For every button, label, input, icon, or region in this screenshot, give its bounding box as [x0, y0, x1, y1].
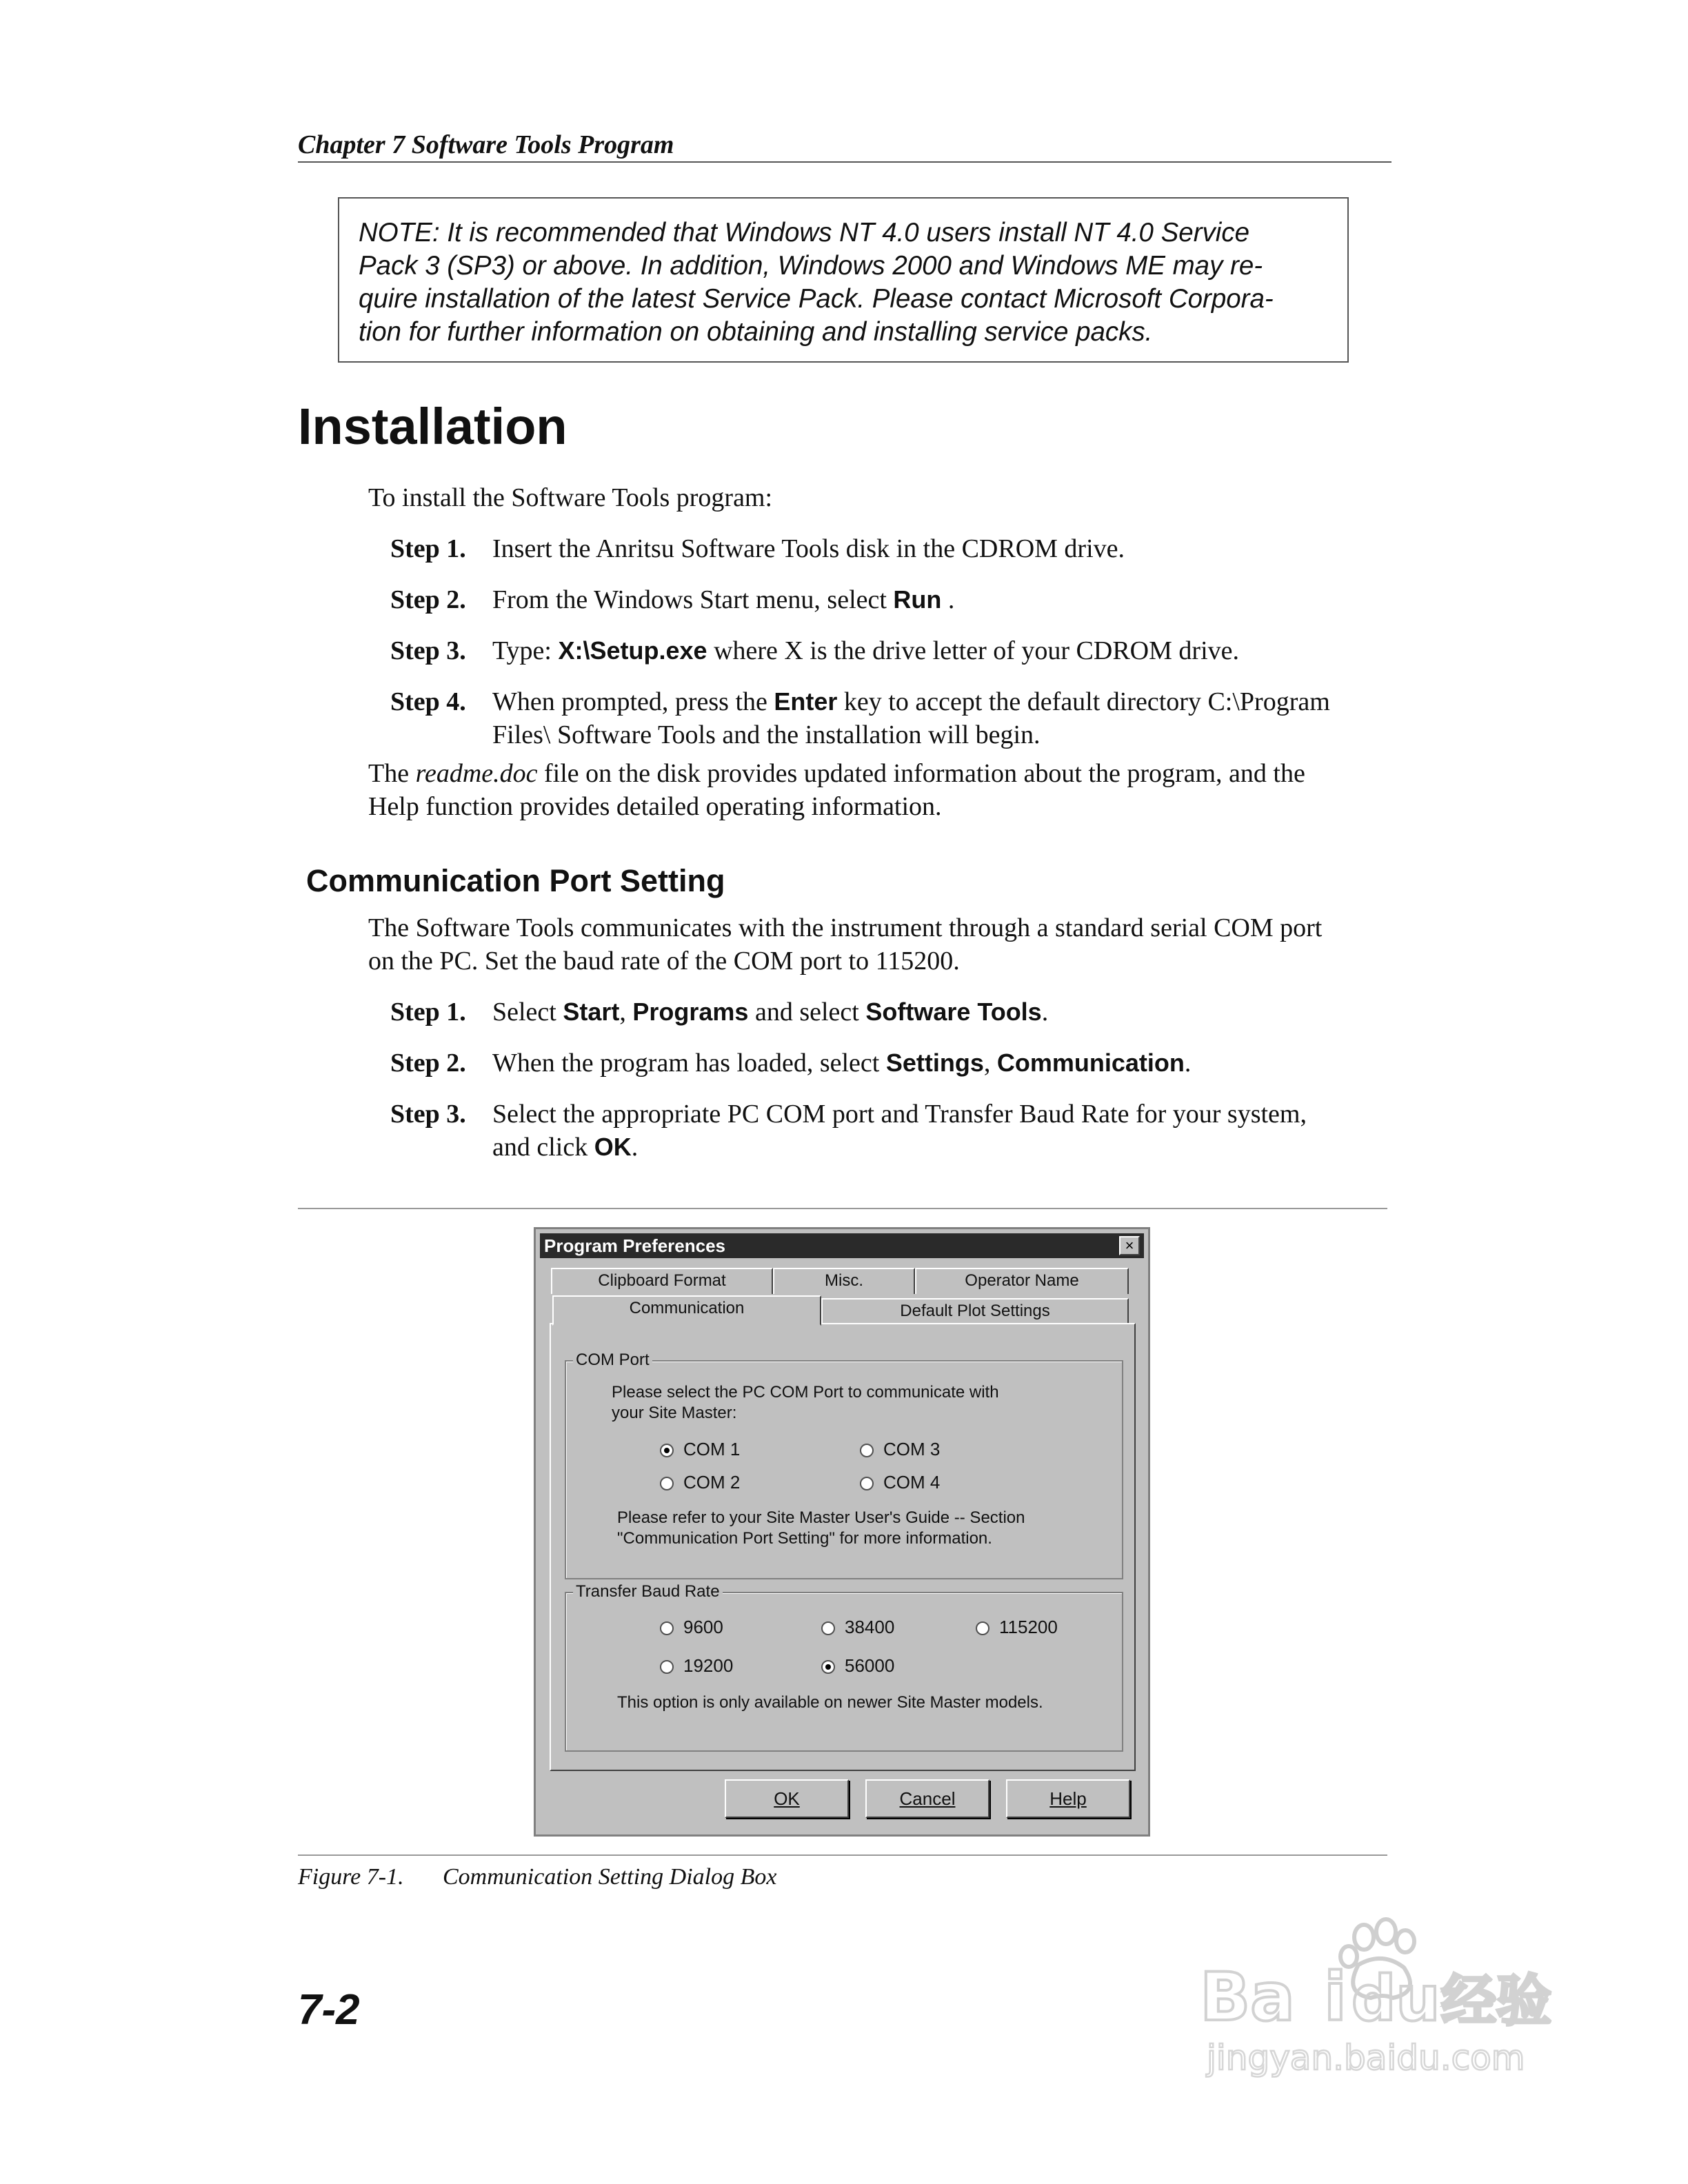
bold-term: X:\Setup.exe — [558, 636, 707, 665]
figure-number: Figure 7-1. — [298, 1864, 404, 1890]
radio-label: COM 2 — [683, 1472, 741, 1493]
help-button[interactable]: Help — [1006, 1779, 1130, 1818]
tab-operator-name[interactable]: Operator Name — [915, 1268, 1129, 1294]
svg-text:jingyan.baidu.com: jingyan.baidu.com — [1207, 2038, 1525, 2078]
radio-icon — [660, 1477, 674, 1490]
radio-icon — [976, 1621, 989, 1635]
baud-rate-legend: Transfer Baud Rate — [573, 1582, 723, 1601]
baidu-watermark-logo — [1186, 1917, 1572, 2082]
chapter-header: Chapter 7 Software Tools Program — [298, 130, 674, 159]
radio-label: COM 4 — [883, 1472, 941, 1493]
tab-clipboard-format[interactable]: Clipboard Format — [551, 1268, 773, 1294]
page-number: 7-2 — [298, 1986, 360, 2034]
radio-icon — [660, 1660, 674, 1674]
text-span: Help function provides detailed operating information. — [368, 792, 942, 821]
bold-term: Programs — [632, 998, 749, 1026]
radio-com-4[interactable] — [860, 1472, 940, 1493]
text-span: When prompted, press the — [492, 687, 774, 716]
radio-icon — [660, 1621, 674, 1635]
text-span: your Site Master: — [612, 1404, 737, 1422]
text-span: . — [1041, 998, 1049, 1027]
step-label: Step 2. — [390, 1049, 466, 1078]
com-port-note — [617, 1508, 1025, 1549]
program-preferences-dialog — [534, 1227, 1150, 1837]
step-label: Step 3. — [390, 636, 466, 665]
readme-paragraph — [368, 757, 1389, 823]
tab-default-plot-settings[interactable]: Default Plot Settings — [821, 1298, 1129, 1324]
comm-heading: Communication Port Setting — [306, 863, 725, 898]
text-span: . — [631, 1133, 639, 1162]
radio-com-3[interactable] — [860, 1439, 940, 1459]
baud-rate-note: This option is only available on newer Site Master models. — [617, 1693, 1043, 1712]
radio-label: 9600 — [683, 1617, 723, 1637]
note-box — [338, 197, 1349, 363]
svg-text:du: du — [1352, 1963, 1440, 2035]
bold-term: Run — [893, 585, 942, 614]
tab-communication[interactable]: Communication — [552, 1295, 821, 1326]
text-span: "Communication Port Setting" for more information. — [617, 1529, 992, 1548]
step-text — [492, 685, 1389, 751]
figure-rule-bottom — [298, 1854, 1387, 1856]
bold-term: Enter — [774, 687, 838, 716]
svg-text:Ba: Ba — [1200, 1959, 1295, 2036]
step-label: Step 3. — [390, 1100, 466, 1129]
radio-icon — [860, 1444, 874, 1457]
step-text — [492, 1046, 1389, 1080]
text-span: on the PC. Set the baud rate of the COM port to 115200. — [368, 947, 960, 975]
figure-rule-top — [298, 1208, 1387, 1209]
radio-label: 38400 — [845, 1617, 895, 1637]
step-text — [492, 634, 1389, 667]
installation-heading: Installation — [298, 398, 567, 455]
step-text — [492, 583, 1389, 616]
text-span: , — [983, 1049, 997, 1078]
text-span: From the Windows Start menu, select — [492, 585, 894, 614]
note-line: NOTE: It is recommended that Windows NT 4.0 users install NT 4.0 Service — [359, 218, 1249, 247]
cancel-button[interactable]: Cancel — [865, 1779, 989, 1818]
note-line: Pack 3 (SP3) or above. In addition, Windows 2000 and Windows ME may re- — [359, 251, 1263, 281]
text-span: Select the appropriate PC COM port and Transfer Baud Rate for your system, — [492, 1100, 1307, 1129]
radio-com-1[interactable] — [660, 1439, 740, 1459]
com-port-instruction — [612, 1382, 999, 1424]
radio-selected-icon — [660, 1444, 674, 1457]
text-span: Files\ Software Tools and the installation will begin. — [492, 720, 1041, 749]
text-span: where X is the drive letter of your CDROM drive. — [707, 636, 1239, 665]
text-span: . — [1184, 1049, 1192, 1078]
step-text — [492, 1098, 1389, 1164]
text-span: key to accept the default directory C:\Program — [837, 687, 1330, 716]
bold-term: Settings — [885, 1049, 984, 1077]
ok-button[interactable]: OK — [725, 1779, 849, 1818]
step-label: Step 1. — [390, 534, 466, 563]
radio-label: COM 3 — [883, 1439, 941, 1459]
svg-text:经验: 经验 — [1441, 1969, 1551, 2033]
radio-label: COM 1 — [683, 1439, 741, 1459]
radio-icon — [860, 1477, 874, 1490]
text-span: file on the disk provides updated information about the program, and the — [537, 759, 1305, 788]
bold-term: Start — [563, 998, 620, 1026]
step-label: Step 4. — [390, 687, 466, 716]
com-port-legend: COM Port — [573, 1351, 652, 1370]
installation-intro: To install the Software Tools program: — [368, 483, 773, 512]
dialog-title-bar: Program Preferences — [540, 1233, 1144, 1258]
radio-baud-19200[interactable] — [660, 1655, 733, 1676]
bold-term: OK — [594, 1133, 632, 1161]
filename: readme.doc — [415, 759, 538, 788]
bold-term: Communication — [996, 1049, 1185, 1077]
text-span: Type: — [492, 636, 559, 665]
svg-text:i: i — [1324, 1959, 1347, 2036]
note-line: tion for further information on obtaining and installing service packs. — [359, 317, 1153, 347]
text-span: Please refer to your Site Master User's Guide -- Section — [617, 1508, 1025, 1527]
text-span: , — [619, 998, 633, 1027]
radio-baud-56000[interactable] — [821, 1655, 894, 1676]
comm-intro — [368, 911, 1396, 978]
text-span: The Software Tools communicates with the instrument through a standard serial COM port — [368, 913, 1323, 942]
text-span: . — [941, 585, 955, 614]
note-line: quire installation of the latest Service Pack. Please contact Microsoft Corpora- — [359, 284, 1274, 314]
text-span: Select — [492, 998, 563, 1027]
text-span: The — [368, 759, 416, 788]
radio-label: 115200 — [999, 1617, 1058, 1637]
radio-label: 56000 — [845, 1655, 895, 1676]
close-button[interactable]: × — [1119, 1236, 1140, 1255]
figure-caption: Communication Setting Dialog Box — [443, 1864, 777, 1890]
text-span: and click — [492, 1133, 594, 1162]
header-rule — [298, 161, 1391, 163]
step-label: Step 2. — [390, 585, 466, 614]
radio-label: 19200 — [683, 1655, 734, 1676]
text-span: and select — [748, 998, 866, 1027]
step-text: Insert the Anritsu Software Tools disk in the CDROM drive. — [492, 534, 1125, 563]
radio-selected-icon — [821, 1660, 835, 1674]
radio-baud-9600[interactable] — [660, 1617, 723, 1637]
text-span: When the program has loaded, select — [492, 1049, 886, 1078]
step-label: Step 1. — [390, 998, 466, 1027]
bold-term: Software Tools — [865, 998, 1042, 1026]
radio-icon — [821, 1621, 835, 1635]
tab-misc[interactable]: Misc. — [773, 1268, 915, 1294]
radio-com-2[interactable] — [660, 1472, 740, 1493]
radio-baud-115200[interactable] — [976, 1617, 1058, 1637]
radio-baud-38400[interactable] — [821, 1617, 894, 1637]
step-text — [492, 995, 1389, 1029]
text-span: Please select the PC COM Port to communicate with — [612, 1383, 999, 1402]
